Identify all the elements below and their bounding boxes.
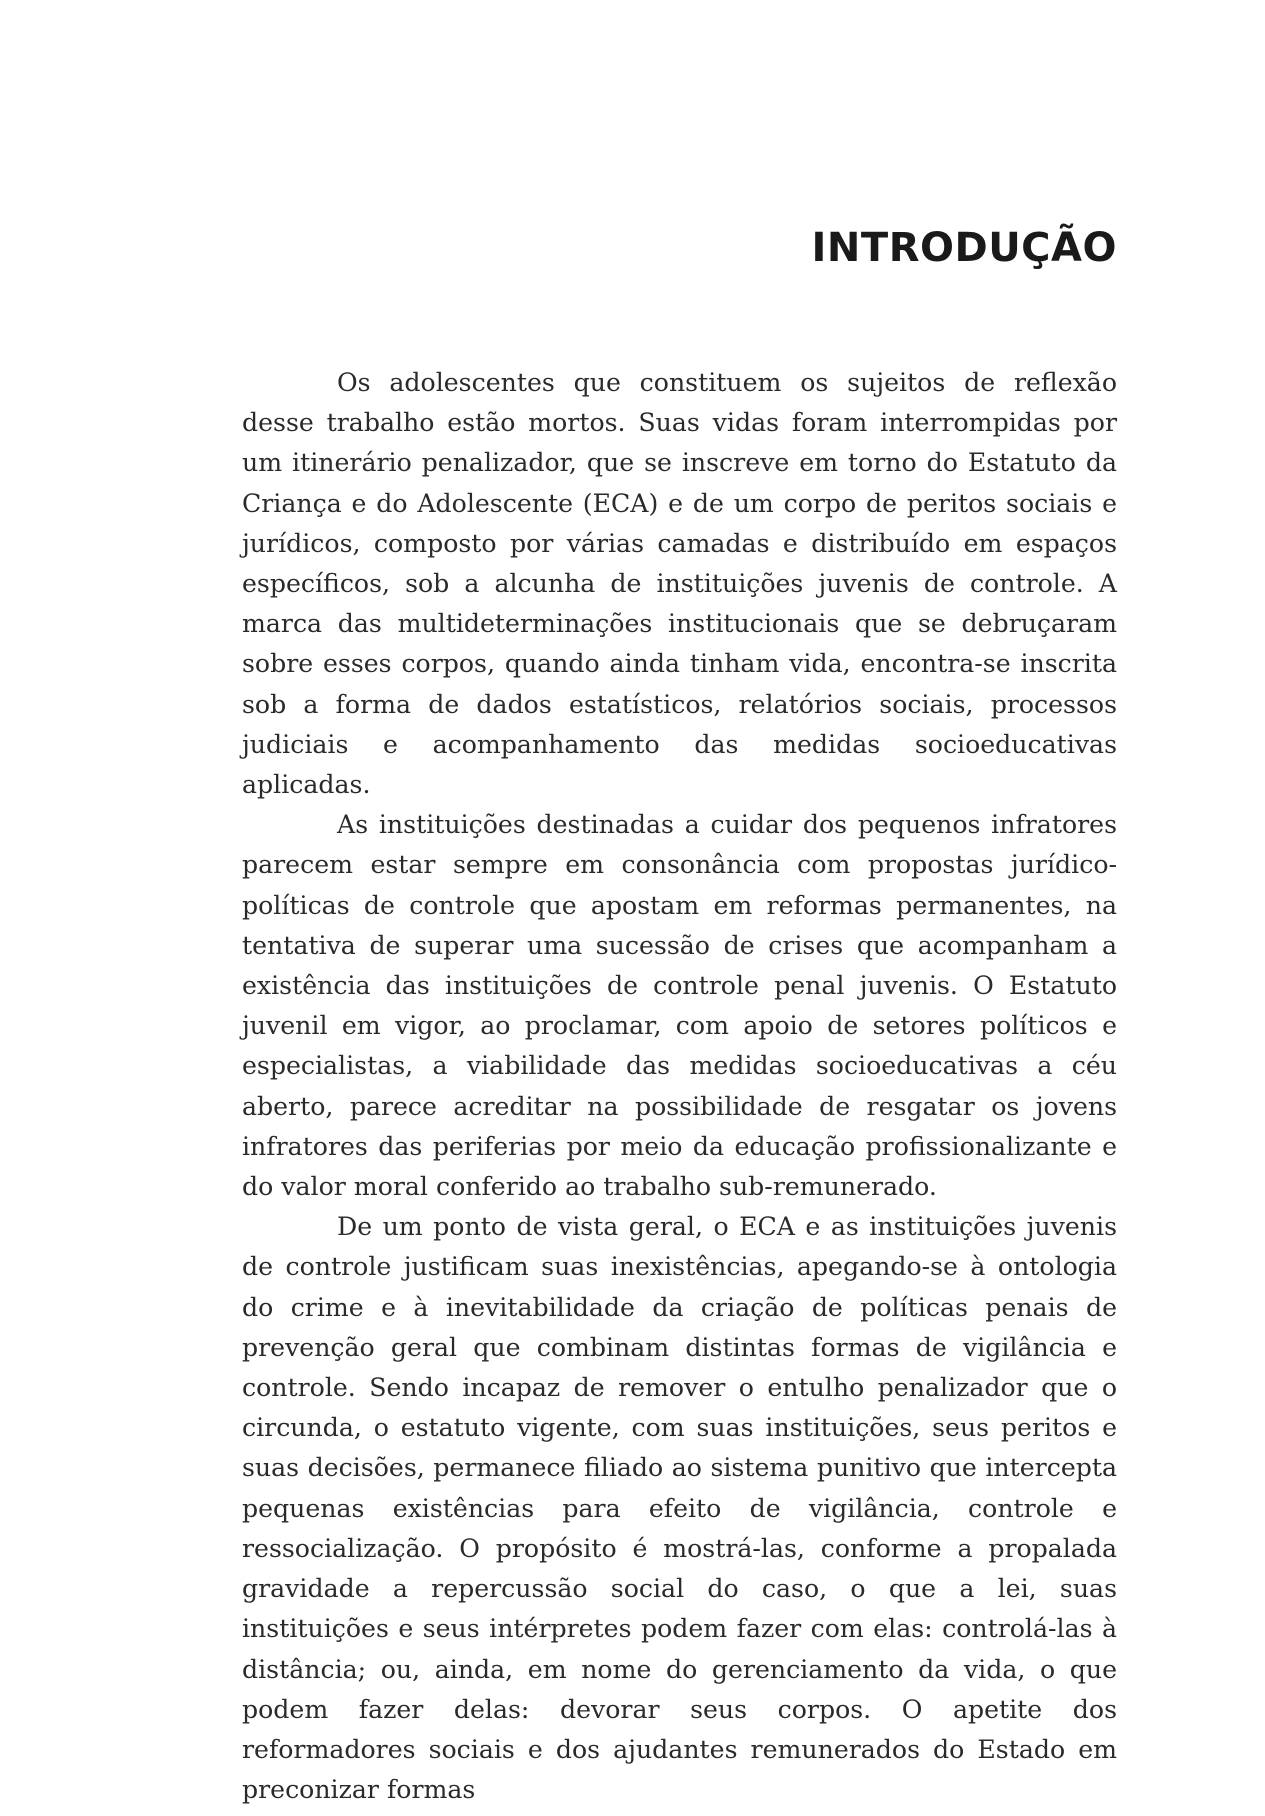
chapter-title: INTRODUÇÃO bbox=[811, 225, 1117, 271]
paragraph-2: As instituições destinadas a cuidar dos pequenos infratores parecem estar sempre em consonância com propostas jurídico-políticas de controle que apostam em reformas permanentes, na tentativa de superar uma sucessão de crises que acompanham a existência das instituições de controle penal juvenis. O Estatuto juvenil em vigor, ao proclamar, com apoio de setores políticos e especialistas, a viabilidade das medidas socioeducativas a céu aberto, parece acreditar na possibilidade de resgatar os jovens infratores das periferias por meio da educação profissionalizante e do valor moral conferido ao trabalho sub-remunerado. bbox=[242, 810, 1117, 1202]
paragraph-3: De um ponto de vista geral, o ECA e as instituições juvenis de controle justificam suas inexistências, apegando-se à ontologia do crime e à inevitabilidade da criação de políticas penais de prevenção geral que combinam distintas formas de vigilância e controle. Sendo incapaz de remover o entulho penalizador que o circunda, o estatuto vigente, com suas instituições, seus peritos e suas decisões, permanece filiado ao sistema punitivo que intercepta pequenas existências para efeito de vigilância, controle e ressocialização. O propósito é mostrá-las, conforme a propalada gravidade a repercussão social do caso, o que a lei, suas instituições e seus intérpretes podem fazer com elas: controlá-las à distância; ou, ainda, em nome do gerenciamento da vida, o que podem fazer delas: devorar seus corpos. O apetite dos reformadores sociais e dos ajudantes remunerados do Estado em preconizar formas bbox=[242, 1212, 1117, 1805]
paragraph-1: Os adolescentes que constituem os sujeitos de reflexão desse trabalho estão mortos. Suas vidas foram interrompidas por um itinerário penalizador, que se inscreve em torno do Estatuto da Criança e do Adolescente (ECA) e de um corpo de peritos sociais e jurídicos, composto por várias camadas e distribuído em espaços específicos, sob a alcunha de instituições juvenis de controle. A marca das multideterminações institucionais que se debruçaram sobre esses corpos, quando ainda tinham vida, encontra-se inscrita sob a forma de dados estatísticos, relatórios sociais, processos judiciais e acompanhamento das medidas socioeducativas aplicadas. bbox=[242, 368, 1117, 800]
body-text bbox=[242, 363, 1117, 1810]
